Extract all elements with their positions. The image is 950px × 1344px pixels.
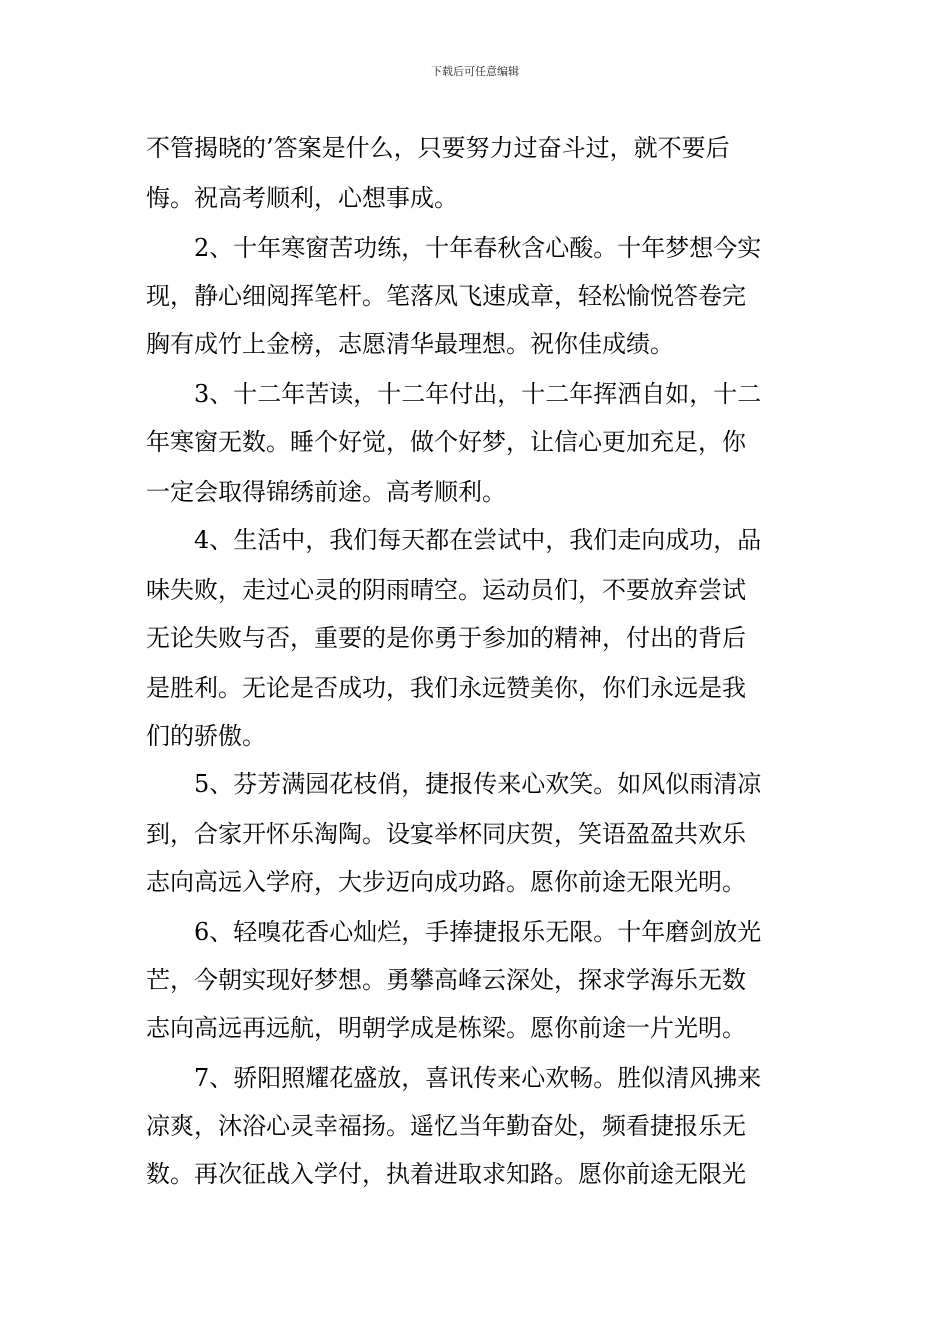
- paragraph-4-start: 4、生活中，我们每天都在尝试中，我们走向成功，品: [194, 526, 762, 554]
- text-line: 们的骄傲。: [146, 722, 266, 750]
- text-line: 一定会取得锦绣前途。高考顺利。: [146, 478, 506, 506]
- text-line: 味失败，走过心灵的阴雨晴空。运动员们，不要放弃尝试: [146, 576, 746, 604]
- text-line: 数。再次征战入学付，执着进取求知路。愿你前途无限光: [146, 1160, 746, 1188]
- text-line: 芒，今朝实现好梦想。勇攀高峰云深处，探求学海乐无数: [146, 966, 746, 994]
- text-line: 是胜利。无论是否成功，我们永远赞美你，你们永远是我: [146, 674, 746, 702]
- text-line: 不管揭晓的’答案是什么，只要努力过奋斗过，就不要后: [146, 134, 730, 162]
- text-line: 悔。祝高考顺利，心想事成。: [146, 184, 458, 212]
- text-line: 到，合家开怀乐淘陶。设宴举杯同庆贺，笑语盈盈共欢乐: [146, 820, 746, 848]
- text-line: 志向高远入学府，大步迈向成功路。愿你前途无限光明。: [146, 868, 746, 896]
- text-line: 无论失败与否，重要的是你勇于参加的精神，付出的背后: [146, 624, 746, 652]
- paragraph-2-start: 2、十年寒窗苦功练，十年春秋含心酸。十年梦想今实: [194, 234, 762, 262]
- paragraph-7-start: 7、骄阳照耀花盛放，喜讯传来心欢畅。胜似清风拂来: [194, 1064, 762, 1092]
- paragraph-6-start: 6、轻嗅花香心灿烂，手捧捷报乐无限。十年磨剑放光: [194, 918, 762, 946]
- paragraph-5-start: 5、芬芳满园花枝俏，捷报传来心欢笑。如风似雨清凉: [194, 770, 762, 798]
- page-header-note: 下载后可任意编辑: [431, 65, 519, 78]
- text-line: 年寒窗无数。睡个好觉，做个好梦，让信心更加充足，你: [146, 428, 746, 456]
- text-line: 胸有成竹上金榜，志愿清华最理想。祝你佳成绩。: [146, 330, 674, 358]
- text-line: 志向高远再远航，明朝学成是栋梁。愿你前途一片光明。: [146, 1014, 746, 1042]
- text-line: 凉爽，沐浴心灵幸福扬。遥忆当年勤奋处，频看捷报乐无: [146, 1112, 746, 1140]
- text-line: 现，静心细阅挥笔杆。笔落凤飞速成章，轻松愉悦答卷完: [146, 282, 746, 310]
- paragraph-3-start: 3、十二年苦读，十二年付出，十二年挥洒自如，十二: [194, 380, 762, 408]
